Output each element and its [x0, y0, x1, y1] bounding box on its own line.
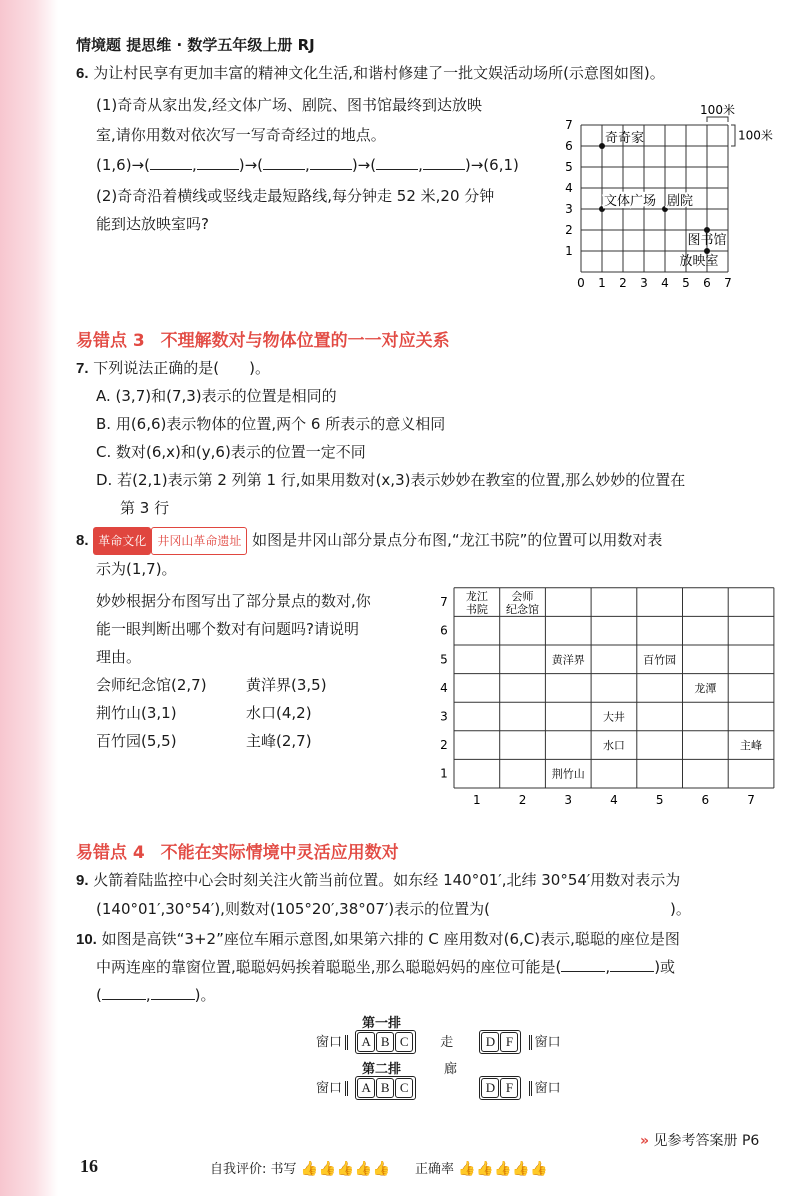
page-header: 情境题 提思维 · 数学五年级上册 RJ [76, 36, 315, 54]
seat-F-row1[interactable]: F [500, 1032, 518, 1052]
col-tick-label: 5 [655, 793, 664, 807]
thumb-up-icon[interactable]: 👍 [300, 1161, 319, 1177]
q8-pair-2-2: 水口(4,2) [246, 704, 312, 722]
village-map-grid [555, 92, 785, 292]
seat-A-row2[interactable]: A [357, 1078, 375, 1098]
seat-C-row1[interactable]: C [395, 1032, 413, 1052]
q6-blank-2b[interactable] [310, 169, 352, 170]
q8-stem-text: 如图是井冈山部分景点分布图,“龙江书院”的位置可以用数对表 [252, 531, 663, 549]
scale-label-y: 100米 [738, 128, 773, 143]
q10-blank-1a[interactable] [561, 971, 605, 972]
spot-label: 百竹园 [643, 653, 677, 667]
q6-start-pair: (1,6)→( [96, 156, 150, 174]
double-chevron-icon: » [640, 1133, 650, 1149]
col-tick-label: 6 [701, 793, 710, 807]
place-label: 剧院 [667, 194, 694, 209]
col-tick-label: 1 [473, 793, 481, 807]
spot-label: 龙潭 [694, 681, 717, 695]
window-left-1: 窗口 [316, 1035, 343, 1050]
q8-pair-1-1: 会师纪念馆(2,7) [96, 676, 207, 694]
q6-blank-3b[interactable] [423, 169, 465, 170]
col-tick-label: 2 [518, 793, 527, 807]
q7-stem-text: 下列说法正确的是( )。 [93, 359, 271, 377]
q7-stem [76, 355, 270, 382]
q10-or: )或 [654, 958, 676, 976]
q9-line2-end: )。 [669, 900, 691, 918]
spot-label: 会师 [511, 590, 534, 604]
thumb-up-icon[interactable]: 👍 [372, 1161, 391, 1177]
page-margin-strip [0, 0, 58, 1196]
row1-label: 第一排 [362, 1016, 402, 1031]
q6-end-pair: )→(6,1) [464, 156, 519, 174]
q6-part1-line1: (1)奇奇从家出发,经文体广场、剧院、图书馆最终到达放映 [96, 96, 483, 114]
q10-line1 [76, 926, 680, 953]
q6-part1-line2: 室,请你用数对依次写一写奇奇经过的地点。 [96, 126, 386, 144]
q10-blank-2a[interactable] [102, 999, 146, 1000]
thumb-up-icon[interactable]: 👍 [354, 1161, 373, 1177]
q10-number: 10. [76, 931, 97, 948]
window-right-2: 窗口 [534, 1081, 561, 1096]
row-tick-label: 1 [440, 766, 448, 781]
q6-stem [76, 60, 665, 87]
seat-D-row2[interactable]: D [481, 1078, 499, 1098]
q8-stem [76, 527, 662, 555]
row-tick-label: 2 [440, 738, 448, 753]
y-tick-label: 6 [565, 139, 573, 153]
q10-line2-text: 中两连座的靠窗位置,聪聪妈妈挨着聪聪坐,那么聪聪妈妈的座位可能是( [96, 958, 562, 976]
x-tick-label: 6 [703, 276, 711, 290]
scale-bracket-y [731, 125, 735, 146]
q6-part1-answer-line: (1,6)→( , )→( , )→( , )→(6,1) [96, 156, 519, 174]
place-label: 图书馆 [687, 233, 727, 248]
q10-line3 [96, 982, 216, 1008]
answer-reference-text: 见参考答案册 P6 [653, 1133, 760, 1149]
x-tick-label: 1 [598, 276, 606, 290]
self-evaluation [210, 1158, 548, 1177]
seat-group-abc-1 [355, 1030, 416, 1054]
scale-bracket-x [707, 117, 728, 122]
y-tick-label: 4 [565, 181, 573, 195]
spot-label: 纪念馆 [506, 603, 540, 617]
thumb-up-icon[interactable]: 👍 [318, 1161, 337, 1177]
y-tick-label: 2 [565, 223, 573, 237]
jinggangshan-map-grid [428, 584, 784, 810]
section-3-title: 不理解数对与物体位置的一一对应关系 [160, 331, 450, 351]
x-tick-label: 5 [682, 276, 690, 290]
q7-option-d-cont: 第 3 行 [120, 499, 170, 517]
row-tick-label: 6 [440, 623, 448, 638]
spot-label: 龙江 [465, 590, 488, 604]
spot-label: 书院 [465, 603, 488, 617]
seat-row-2 [316, 1076, 561, 1100]
thumb-up-icon[interactable]: 👍 [336, 1161, 355, 1177]
col-tick-label: 4 [610, 793, 618, 807]
answer-reference [640, 1130, 759, 1150]
self-eval-label: 自我评价: [210, 1162, 267, 1177]
q10-line1-text: 如图是高铁“3+2”座位车厢示意图,如果第六排的 C 座用数对(6,C)表示,聪聪的座位是图 [101, 930, 680, 948]
y-tick-label: 5 [565, 160, 573, 174]
place-label: 奇奇家 [605, 131, 645, 146]
q8-number: 8. [76, 532, 89, 549]
q10-open: ( [96, 986, 102, 1004]
q10-close: )。 [194, 986, 216, 1004]
seat-C-row2[interactable]: C [395, 1078, 413, 1098]
q8-pair-1-2: 黄洋界(3,5) [246, 676, 327, 694]
thumb-up-icon[interactable]: 👍 [494, 1161, 512, 1177]
section-3-heading [76, 326, 450, 351]
q6-blank-1b[interactable] [197, 169, 239, 170]
q6-blank-1a[interactable] [150, 169, 192, 170]
q7-option-c: C. 数对(6,x)和(y,6)表示的位置一定不同 [96, 443, 366, 461]
thumb-up-icon[interactable]: 👍 [530, 1161, 548, 1177]
q10-blank-1b[interactable] [610, 971, 654, 972]
q8-pair-2-1: 荆竹山(3,1) [96, 704, 177, 722]
col-tick-label: 7 [747, 793, 755, 807]
y-tick-label: 1 [565, 244, 573, 258]
accuracy-label: 正确率 [414, 1162, 454, 1177]
seat-group-abc-2 [355, 1076, 416, 1100]
place-label: 放映室 [679, 254, 719, 269]
spot-label: 水口 [602, 739, 625, 753]
seat-D-row1[interactable]: D [481, 1032, 499, 1052]
x-tick-label: 3 [640, 276, 648, 290]
scale-label-x: 100米 [700, 103, 735, 117]
seat-row-1 [316, 1030, 561, 1054]
window-right-1: 窗口 [534, 1035, 561, 1050]
y-tick-label: 7 [565, 118, 573, 132]
q10-comma-1: , [605, 958, 611, 976]
q9-line1-text: 火箭着陆监控中心会时刻关注火箭当前位置。如东经 140°01′,北纬 30°54′用数对表示为 [93, 871, 681, 889]
q9-number: 9. [76, 872, 89, 889]
row-tick-label: 3 [440, 709, 448, 724]
row-tick-label: 4 [440, 680, 448, 695]
q10-comma-2: , [145, 986, 151, 1004]
q8-tag-site: 井冈山革命遗址 [151, 527, 247, 555]
y-tick-label: 3 [565, 202, 573, 216]
q6-number: 6. [76, 65, 89, 82]
aisle-label-1: 走 [440, 1035, 454, 1050]
seat-F-row2[interactable]: F [500, 1078, 518, 1098]
spot-label: 大井 [602, 710, 625, 724]
col-tick-label: 3 [564, 793, 573, 807]
q9-line1 [76, 867, 680, 894]
q7-option-d: D. 若(2,1)表示第 2 列第 1 行,如果用数对(x,3)表示妙妙在教室的位置,那么妙妙的位置在 [96, 471, 686, 489]
q8-pair-3-2: 主峰(2,7) [246, 732, 312, 750]
row-tick-label: 7 [440, 595, 448, 610]
q7-number: 7. [76, 360, 89, 377]
x-tick-label: 2 [619, 276, 627, 290]
window-left-2: 窗口 [316, 1081, 343, 1096]
thumb-up-icon[interactable]: 👍 [512, 1161, 530, 1177]
section-4-title: 不能在实际情境中灵活应用数对 [160, 843, 399, 863]
q9-line2 [96, 896, 691, 922]
page-number: 16 [80, 1156, 98, 1176]
seat-A-row1[interactable]: A [357, 1032, 375, 1052]
place-label: 文体广场 [604, 194, 657, 209]
q6-blank-3a[interactable] [376, 169, 418, 170]
seat-group-df-1 [479, 1030, 521, 1054]
q6-blank-2a[interactable] [263, 169, 305, 170]
q8-body-line3: 理由。 [96, 648, 142, 666]
section-4-label: 易错点 4 [76, 843, 145, 863]
spot-label: 荆竹山 [551, 767, 585, 781]
q8-body-line2: 能一眼判断出哪个数对有问题吗?请说明 [96, 620, 359, 638]
spot-label: 黄洋界 [551, 653, 585, 667]
x-tick-label: 4 [661, 276, 669, 290]
q6-stem-text: 为让村民享有更加丰富的精神文化生活,和谐村修建了一批文娱活动场所(示意图如图)。 [93, 64, 665, 82]
section-3-label: 易错点 3 [76, 331, 145, 351]
x-tick-label: 0 [577, 276, 585, 290]
q10-blank-2b[interactable] [151, 999, 195, 1000]
x-tick-label: 7 [724, 276, 732, 290]
thumb-up-icon[interactable]: 👍 [476, 1161, 494, 1177]
q8-pair-3-1: 百竹园(5,5) [96, 732, 177, 750]
thumb-up-icon[interactable]: 👍 [458, 1161, 476, 1177]
q9-line2-text: (140°01′,30°54′),则数对(105°20′,38°07′)表示的位置为( [96, 900, 490, 918]
q7-option-a: A. (3,7)和(7,3)表示的位置是相同的 [96, 387, 337, 405]
q6-part2-line1: (2)奇奇沿着横线或竖线走最短路线,每分钟走 52 米,20 分钟 [96, 187, 495, 205]
row2-label: 第二排 [362, 1062, 402, 1077]
row-tick-label: 5 [440, 652, 448, 667]
aisle-label-2: 廊 [444, 1062, 458, 1077]
q7-option-b: B. 用(6,6)表示物体的位置,两个 6 所表示的意义相同 [96, 415, 446, 433]
q10-line2 [96, 954, 675, 980]
q6-part2-line2: 能到达放映室吗? [96, 215, 209, 233]
q8-tag-culture: 革命文化 [93, 527, 151, 555]
seat-B-row1[interactable]: B [376, 1032, 394, 1052]
q8-body-line1: 妙妙根据分布图写出了部分景点的数对,你 [96, 592, 371, 610]
writing-label: 书写 [270, 1162, 297, 1177]
seat-B-row2[interactable]: B [376, 1078, 394, 1098]
q8-stem-cont: 示为(1,7)。 [96, 560, 177, 578]
seat-group-df-2 [479, 1076, 521, 1100]
spot-label: 主峰 [740, 739, 763, 753]
section-4-heading [76, 838, 399, 863]
